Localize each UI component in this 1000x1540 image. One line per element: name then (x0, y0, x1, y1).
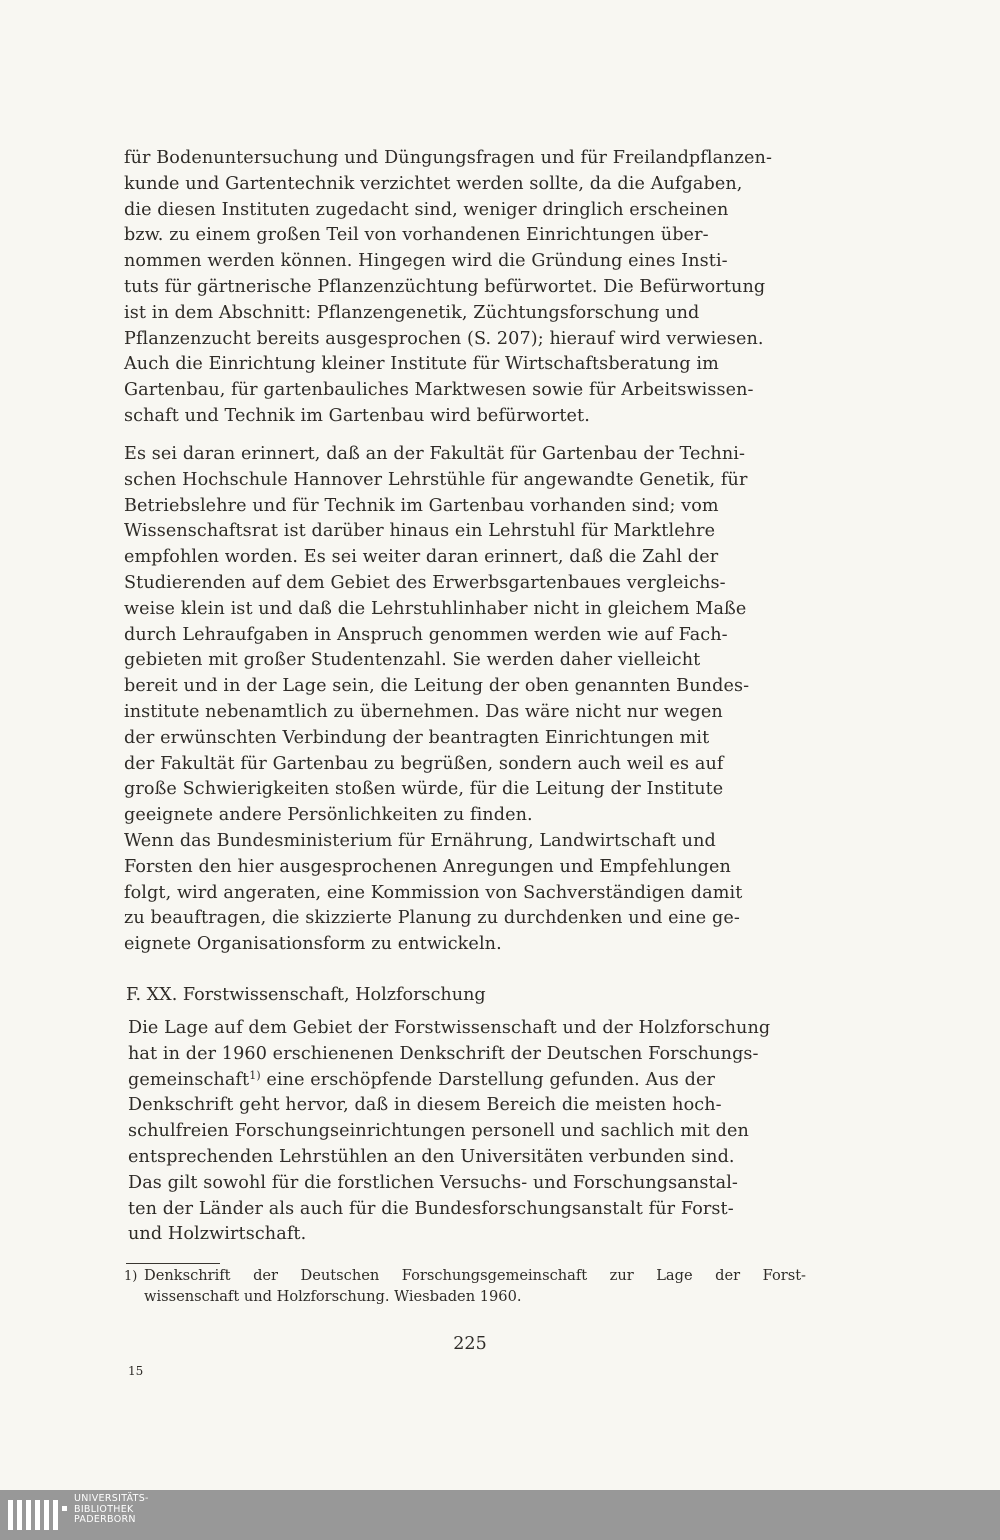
text-line: Das gilt sowohl für die forstlichen Versuchs- und Forschungsanstal- (128, 1172, 738, 1193)
library-name (74, 1494, 149, 1526)
footnote-marker: 1) (124, 1269, 138, 1284)
footnote-text: Denkschrift der Deutschen Forschungsgemeinschaft zur Lage der Forst- (144, 1267, 806, 1284)
text-fragment: eine erschöpfende Darstellung gefunden. Aus der (260, 1069, 715, 1090)
text-line: nommen werden können. Hingegen wird die Gründung eines Insti- (124, 251, 728, 272)
text-line: für Bodenuntersuchung und Düngungsfragen und für Freilandpflanzen- (124, 148, 773, 168)
page-number: 225 (453, 1334, 487, 1354)
text-line: Gartenbau, für gartenbauliches Marktwesen sowie für Arbeitswissen- (124, 380, 754, 401)
text-line: bzw. zu einem großen Teil von vorhandenen Einrichtungen über- (124, 225, 709, 246)
text-line: eignete Organisationsform zu entwickeln. (124, 934, 502, 955)
text-line: zu beauftragen, die skizzierte Planung zu durchdenken und eine ge- (124, 908, 740, 929)
barcode-icon (8, 1500, 67, 1530)
footnote-divider (126, 1263, 220, 1264)
library-logo[interactable] (8, 1494, 149, 1536)
text-line: hat in der 1960 erschienenen Denkschrift der Deutschen Forschungs- (128, 1043, 759, 1064)
text-line: die diesen Instituten zugedacht sind, weniger dringlich erscheinen (124, 199, 729, 220)
library-name-line: PADERBORN (74, 1514, 136, 1525)
text-line: und Holzwirtschaft. (128, 1224, 307, 1245)
text-line: entsprechenden Lehrstühlen an den Universitäten verbunden sind. (128, 1146, 735, 1167)
text-line: durch Lehraufgaben in Anspruch genommen werden wie auf Fach- (124, 624, 728, 645)
library-name-line: UNIVERSITÄTS- (74, 1493, 149, 1504)
text-line: ten der Länder als auch für die Bundesforschungsanstalt für Forst- (128, 1198, 734, 1219)
text-line: große Schwierigkeiten stoßen würde, für die Leitung der Institute (124, 779, 724, 800)
text-line: Studierenden auf dem Gebiet des Erwerbsgartenbaues vergleichs- (124, 572, 726, 593)
library-name-line: BIBLIOTHEK (74, 1503, 134, 1515)
footnote-reference[interactable]: 1) (249, 1068, 261, 1082)
text-line: ist in dem Abschnitt: Pflanzengenetik, Züchtungsforschung und (124, 302, 700, 323)
footnote-line: wissenschaft und Holzforschung. Wiesbaden 1960. (144, 1287, 522, 1305)
paragraph-hannover-faculty (124, 442, 804, 829)
text-line: Die Lage auf dem Gebiet der Forstwissenschaft und der Holzforschung (128, 1018, 771, 1038)
text-line: Wenn das Bundesministerium für Ernährung, Landwirtschaft und (124, 831, 716, 851)
text-line: empfohlen worden. Es sei weiter daran erinnert, daß die Zahl der (124, 547, 719, 568)
text-line: Forsten den hier ausgesprochenen Anregungen und Empfehlungen (124, 856, 731, 877)
text-line: Auch die Einrichtung kleiner Institute für Wirtschaftsberatung im (124, 354, 719, 375)
footnote (124, 1266, 806, 1306)
text-line: schulfreien Forschungseinrichtungen personell und sachlich mit den (128, 1121, 749, 1142)
text-line: Denkschrift geht hervor, daß in diesem Bereich die meisten hoch- (128, 1095, 722, 1116)
text-line (128, 1070, 715, 1090)
signature-mark: 15 (128, 1364, 144, 1378)
footnote-line (124, 1266, 806, 1287)
text-line: Es sei daran erinnert, daß an der Fakultät für Gartenbau der Techni- (124, 444, 746, 464)
text-line: institute nebenamtlich zu übernehmen. Das wäre nicht nur wegen (124, 701, 723, 722)
text-line: der Fakultät für Gartenbau zu begrüßen, sondern auch weil es auf (124, 753, 724, 774)
section-heading: F. XX. Forstwissenschaft, Holzforschung (126, 985, 486, 1005)
text-line: folgt, wird angeraten, eine Kommission von Sachverständigen damit (124, 882, 743, 903)
library-footer-bar (0, 1490, 1000, 1540)
text-line: schaft und Technik im Gartenbau wird befürwortet. (124, 405, 590, 426)
paragraph-gartenbau-institutes (124, 146, 804, 430)
text-line: weise klein ist und daß die Lehrstuhlinhaber nicht in gleichem Maße (124, 598, 747, 619)
text-line: bereit und in der Lage sein, die Leitung der oben genannten Bundes- (124, 676, 750, 697)
text-line: Wissenschaftsrat ist darüber hinaus ein Lehrstuhl für Marktlehre (124, 521, 716, 542)
text-line: gebieten mit großer Studentenzahl. Sie werden daher vielleicht (124, 650, 701, 671)
text-line: Pflanzenzucht bereits ausgesprochen (S. 207); hierauf wird verwiesen. (124, 328, 764, 349)
text-line: kunde und Gartentechnik verzichtet werden sollte, da die Aufgaben, (124, 173, 743, 194)
text-line: geeignete andere Persönlichkeiten zu finden. (124, 805, 533, 826)
text-line: tuts für gärtnerische Pflanzenzüchtung befürwortet. Die Befürwortung (124, 276, 766, 297)
text-line: der erwünschten Verbindung der beantragten Einrichtungen mit (124, 727, 710, 748)
text-line: schen Hochschule Hannover Lehrstühle für angewandte Genetik, für (124, 469, 748, 490)
paragraph-forestry (128, 1016, 804, 1248)
paragraph-commission-recommendation (124, 829, 804, 958)
text-fragment: gemeinschaft (128, 1069, 250, 1090)
text-line: Betriebslehre und für Technik im Gartenbau vorhanden sind; vom (124, 495, 719, 516)
